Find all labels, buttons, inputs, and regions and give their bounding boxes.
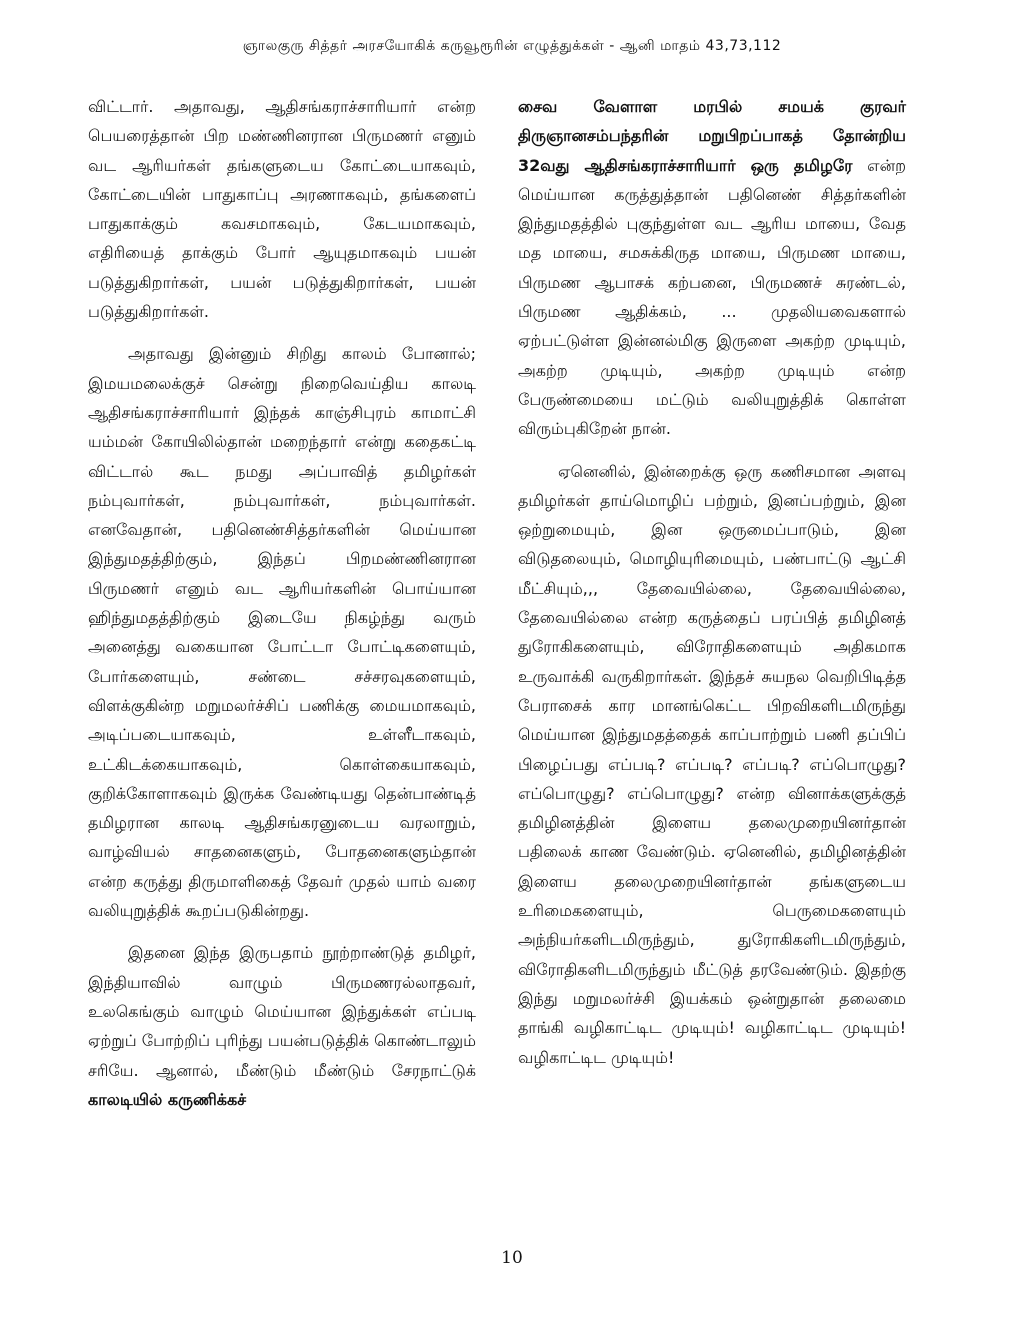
left-paragraph-2: அதாவது இன்னும் சிறிது காலம் போனால்; இமயமலைக்குச் சென்று நிறைவெய்திய காலடி ஆதிசங்கராச்சாரியார் இந்தக் காஞ்சிபுரம் காமாட்சி யம்மன் கோயிலில்தான் மறைந்தார் என்று கதைகட்டி விட்டால் கூட நமது அப்பாவித் தமிழர்கள் நம்புவார்கள், நம்புவார்கள், நம்புவார்கள். எனவேதான், பதினெண்சித்தர்களின் மெய்யான இந்துமதத்திற்கும், இந்தப் பிறமண்ணினரான பிருமணர் எனும் வட ஆரியர்களின் பொய்யான ஹிந்துமதத்திற்கும் இடையே நிகழ்ந்து வரும் அனைத்து வகையான போட்டா போட்டிகளையும், போர்களையும், சண்டை சச்சரவுகளையும், விளக்குகின்ற மறுமலர்ச்சிப் பணிக்கு மையமாகவும், அடிப்படையாகவும், உள்ளீடாகவும், உட்கிடக்கையாகவும், கொள்கையாகவும், குறிக்கோளாகவும் இருக்க வேண்டியது தென்பாண்டித் தமிழரான காலடி ஆதிசங்கரனுடைய வரலாறும், வாழ்வியல் சாதனைகளும், போதனைகளும்தான் என்ற கருத்து திருமாளிகைத் தேவர் முதல் யாம் வரை வலியுறுத்திக் கூறப்படுகின்றது.: [88, 344, 476, 921]
left-column: [88, 92, 476, 1127]
right-paragraph-1: [518, 92, 906, 444]
page-number: 10: [501, 1248, 523, 1268]
left-paragraph-3-bold-text: காலடியில் கருணிக்கச்: [88, 1089, 247, 1109]
right-paragraph-2: ஏனெனில், இன்றைக்கு ஒரு கணிசமான அளவு தமிழர்கள் தாய்மொழிப் பற்றும், இனப்பற்றும், இன ஒற்றுமையும், இன ஒருமைப்பாடும், இன விடுதலையும், மொழியுரிமையும், பண்பாட்டு ஆட்சி மீட்சியும்,,, தேவையில்லை, தேவையில்லை, தேவையில்லை என்ற கருத்தைப் பரப்பித் தமிழினத் துரோகிகளையும், விரோதிகளையும் அதிகமாக உருவாக்கி வருகிறார்கள். இந்தச் சுயநல வெறிபிடித்த பேராசைக் கார மானங்கெட்ட பிறவிகளிடமிருந்து மெய்யான இந்துமதத்தைக் காப்பாற்றும் பணி தப்பிப் பிழைப்பது எப்படி? எப்படி? எப்படி? எப்பொழுது? எப்பொழுது? எப்பொழுது? என்ற வினாக்களுக்குத் தமிழினத்தின் இளைய தலைமுறையினர்தான் பதிலைக் காண வேண்டும். ஏனெனில், தமிழினத்தின் இளைய தலைமுறையினர்தான் தங்களுடைய உரிமைகளையும், பெருமைகளையும் அந்நியர்களிடமிருந்தும், துரோகிகளிடமிருந்தும், விரோதிகளிடமிருந்தும் மீட்டுத் தரவேண்டும். இதற்கு இந்து மறுமலர்ச்சி இயக்கம் ஒன்றுதான் தலைமை தாங்கி வழிகாட்டிட முடியும்! வழிகாட்டிட முடியும்! வழிகாட்டிட முடியும்!: [518, 461, 906, 1067]
left-paragraph-3: [88, 938, 476, 1114]
running-header: ஞாலகுரு சித்தர் அரசயோகிக் கருவூரூரின் எழுத்துக்கள் - ஆனி மாதம் 43,73,112: [242, 38, 782, 54]
right-paragraph-1-text: என்ற மெய்யான கருத்துத்தான் பதினெண் சித்தர்களின் இந்துமதத்தில் புகுந்துள்ள வட ஆரிய மாயை, வேத மத மாயை, சமசுக்கிருத மாயை, பிருமண மாயை, பிருமண ஆபாசக் கற்பனை, பிருமணச் சுரண்டல், பிருமண ஆதிக்கம், ... முதலியவைகளால் ஏற்பட்டுள்ள இன்னல்மிகு இருளை அகற்ற முடியும், அகற்ற முடியும், அகற்ற முடியும் என்ற பேருண்மையை மட்டும் வலியுறுத்திக் கொள்ள விரும்புகிறேன் நான்.: [518, 155, 906, 439]
right-paragraph-1-bold-text: சைவ வேளாள மரபில் சமயக் குரவர் திருஞானசம்பந்தரின் மறுபிறப்பாகத் தோன்றிய 32வது ஆதிசங்கராச்சாரியார் ஒரு தமிழரே: [518, 97, 906, 175]
right-column: [518, 92, 906, 1085]
left-paragraph-3-text: இதனை இந்த இருபதாம் நூற்றாண்டுத் தமிழர், இந்தியாவில் வாழும் பிருமணரல்லாதவர், உலகெங்கும் வாழும் மெய்யான இந்துக்கள் எப்படி ஏற்றுப் போற்றிப் புரிந்து பயன்படுத்திக் கொண்டாலும் சரியே. ஆனால், மீண்டும் மீண்டும் சேரநாட்டுக்: [88, 943, 476, 1080]
left-paragraph-1: விட்டார். அதாவது, ஆதிசங்கராச்சாரியார் என்ற பெயரைத்தான் பிற மண்ணினரான பிருமணர் எனும் வட ஆரியர்கள் தங்களுடைய கோட்டையாகவும், கோட்டையின் பாதுகாப்பு அரணாகவும், தங்களைப் பாதுகாக்கும் கவசமாகவும், கேடயமாகவும், எதிரியைத் தாக்கும் போர் ஆயுதமாகவும் பயன் படுத்துகிறார்கள், பயன் படுத்துகிறார்கள், பயன் படுத்துகிறார்கள்.: [88, 97, 476, 322]
